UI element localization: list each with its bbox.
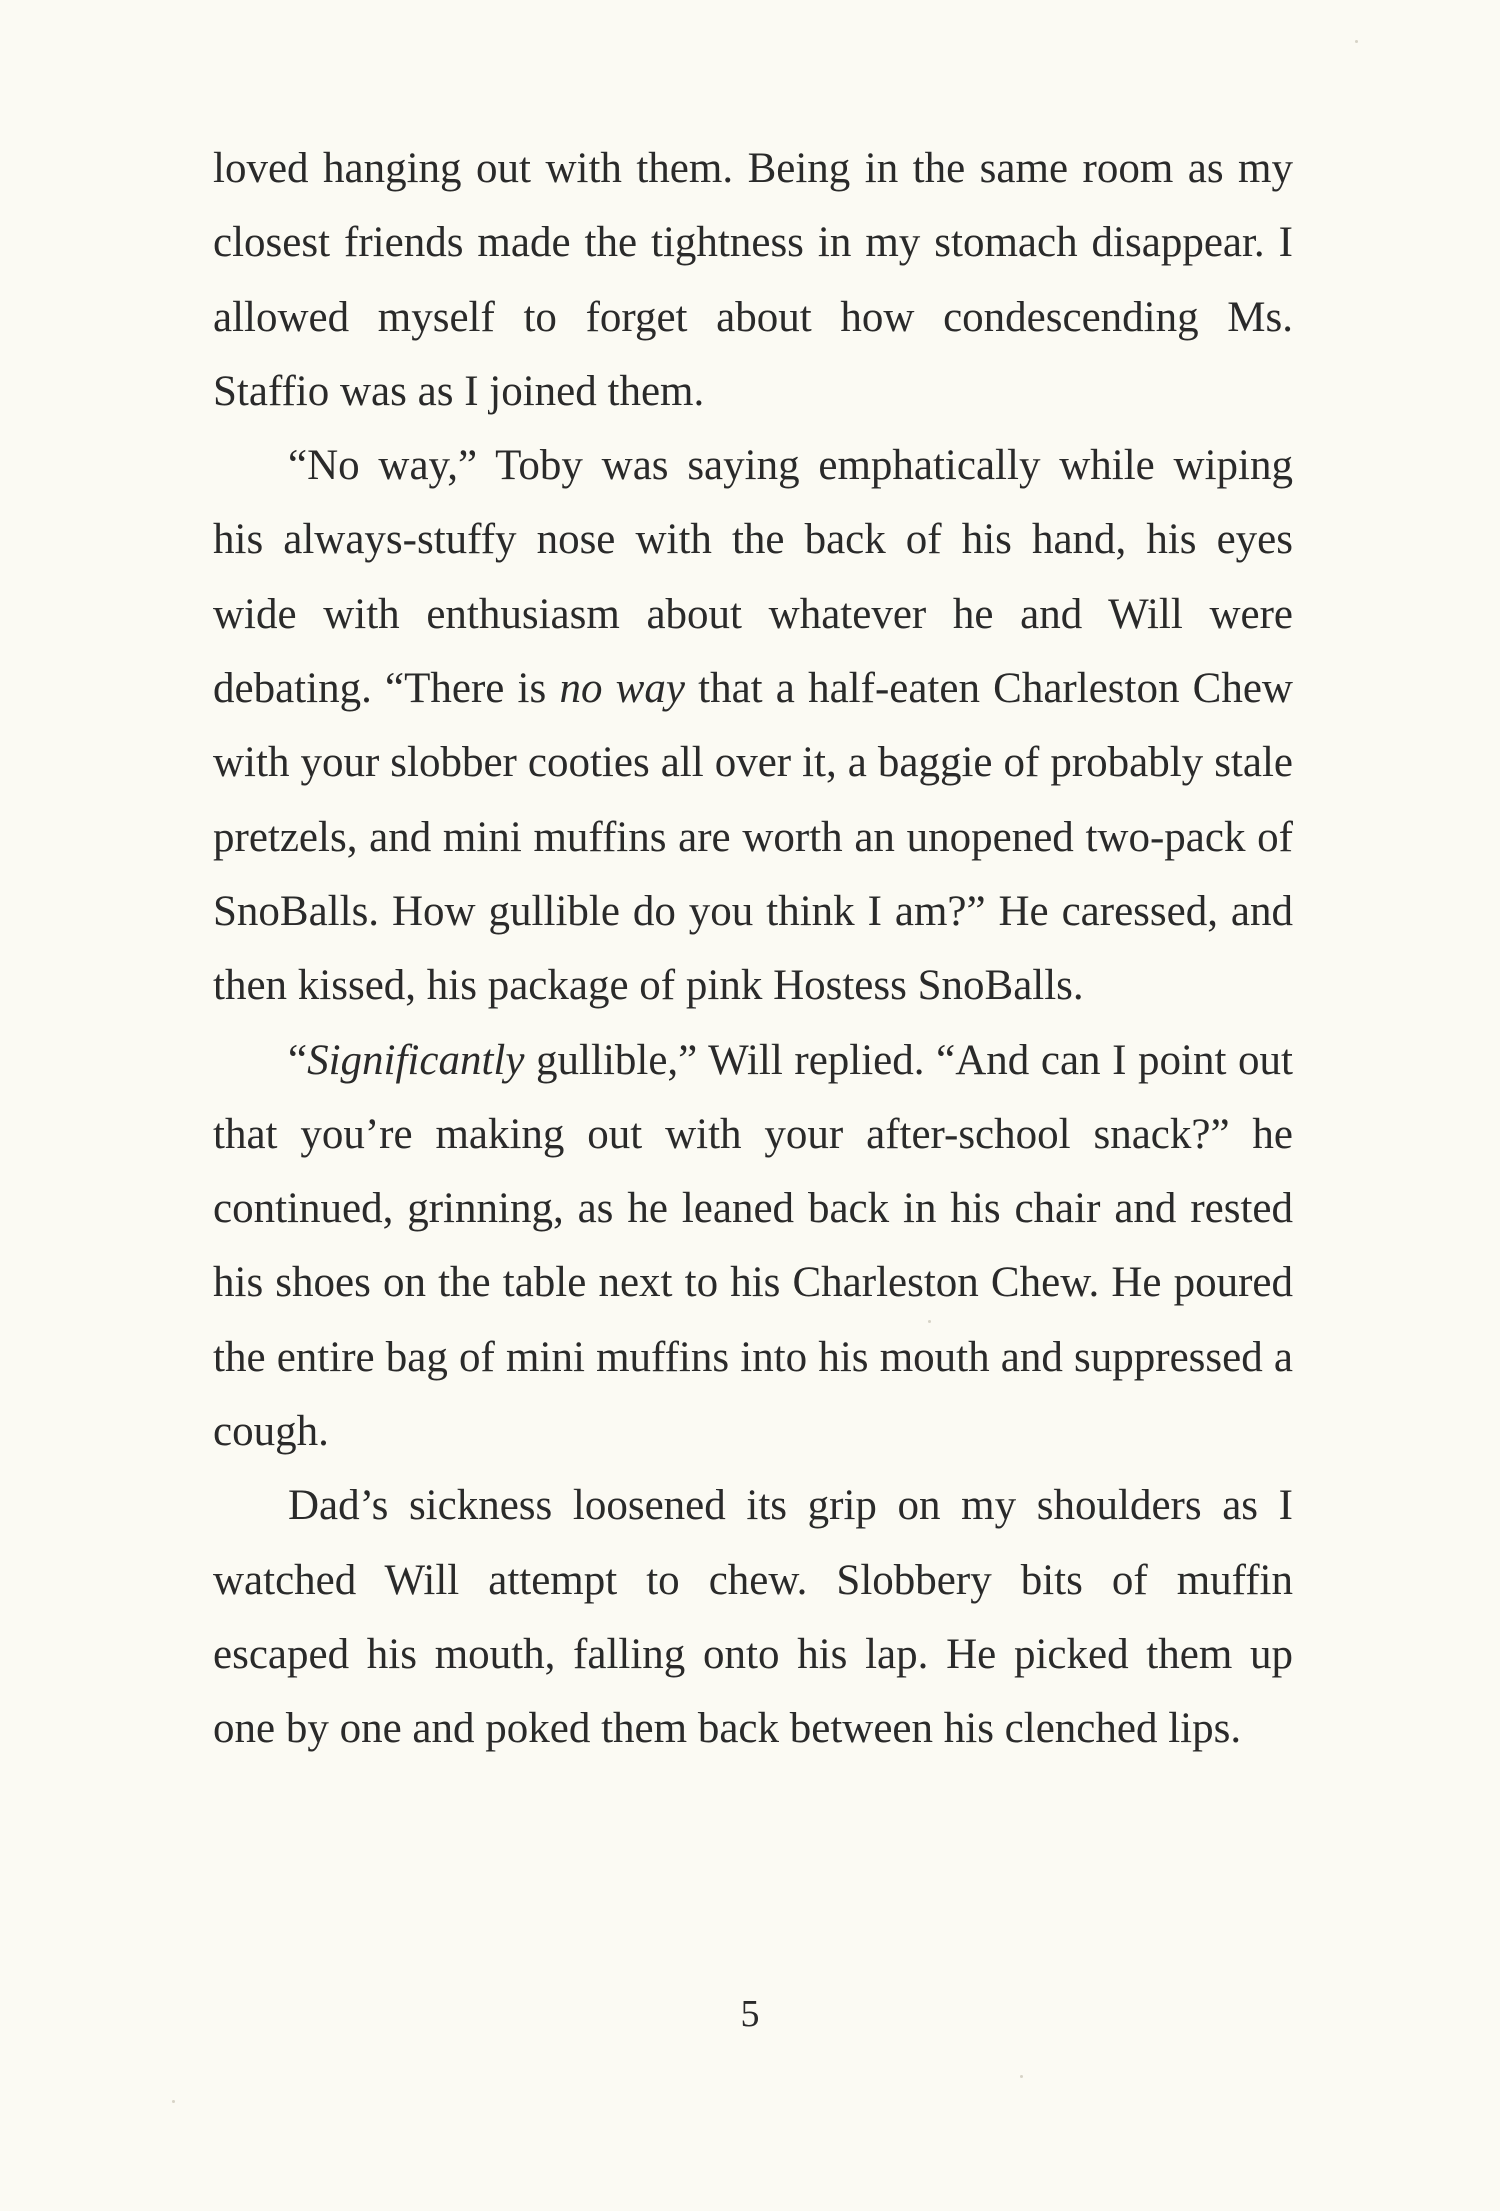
page-number: 5 <box>740 1993 760 2035</box>
paper-speck <box>1020 2075 1023 2078</box>
paragraph-3-text-a: “ <box>288 1036 308 1084</box>
paragraph-2 <box>213 429 1293 1023</box>
paragraph-1 <box>213 132 1293 429</box>
paragraph-3-emphasis: Significantly <box>307 1036 525 1084</box>
paper-speck <box>928 1320 931 1323</box>
paragraph-2-text-a: “No way,” Toby was saying emphatically while wiping his always-stuffy nose with the back of his hand, his eyes wide with enthusiasm about whatever he and Will were debating. “There is <box>213 442 1293 713</box>
paragraph-2-text-b: that a half-eaten Charleston Chew with your slobber cooties all over it, a baggie of probably stale pretzels, and mini muffins are worth an unopened two-pack of SnoBalls. How gullible do you think I am?” He caressed, and then kissed, his package of pink Hostess SnoBalls. <box>213 665 1293 1010</box>
paragraph-3-text-b: gullible,” Will replied. “And can I point out that you’re making out with your after-school snack?” he continued, grinning, as he leaned back in his chair and rested his shoes on the table next to his Charleston Chew. He poured the entire bag of mini muffins into his mouth and suppressed a cough. <box>213 1036 1293 1456</box>
text-block <box>213 132 1293 1767</box>
paragraph-4 <box>213 1469 1293 1766</box>
paragraph-4-text: Dad’s sickness loosened its grip on my shoulders as I watched Will attempt to chew. Slobbery bits of muffin escaped his mouth, falling onto his lap. He picked them up one by one and poked them back between his clenched lips. <box>213 1482 1293 1753</box>
paper-speck <box>172 2100 175 2103</box>
paragraph-3 <box>213 1024 1293 1470</box>
paragraph-1-text: loved hanging out with them. Being in the same room as my closest friends made the tightness in my stomach disappear. I allowed myself to forget about how condescending Ms. Staffio was as I joined them. <box>213 145 1293 415</box>
paper-speck <box>1355 40 1358 43</box>
paragraph-2-emphasis: no way <box>559 665 685 713</box>
